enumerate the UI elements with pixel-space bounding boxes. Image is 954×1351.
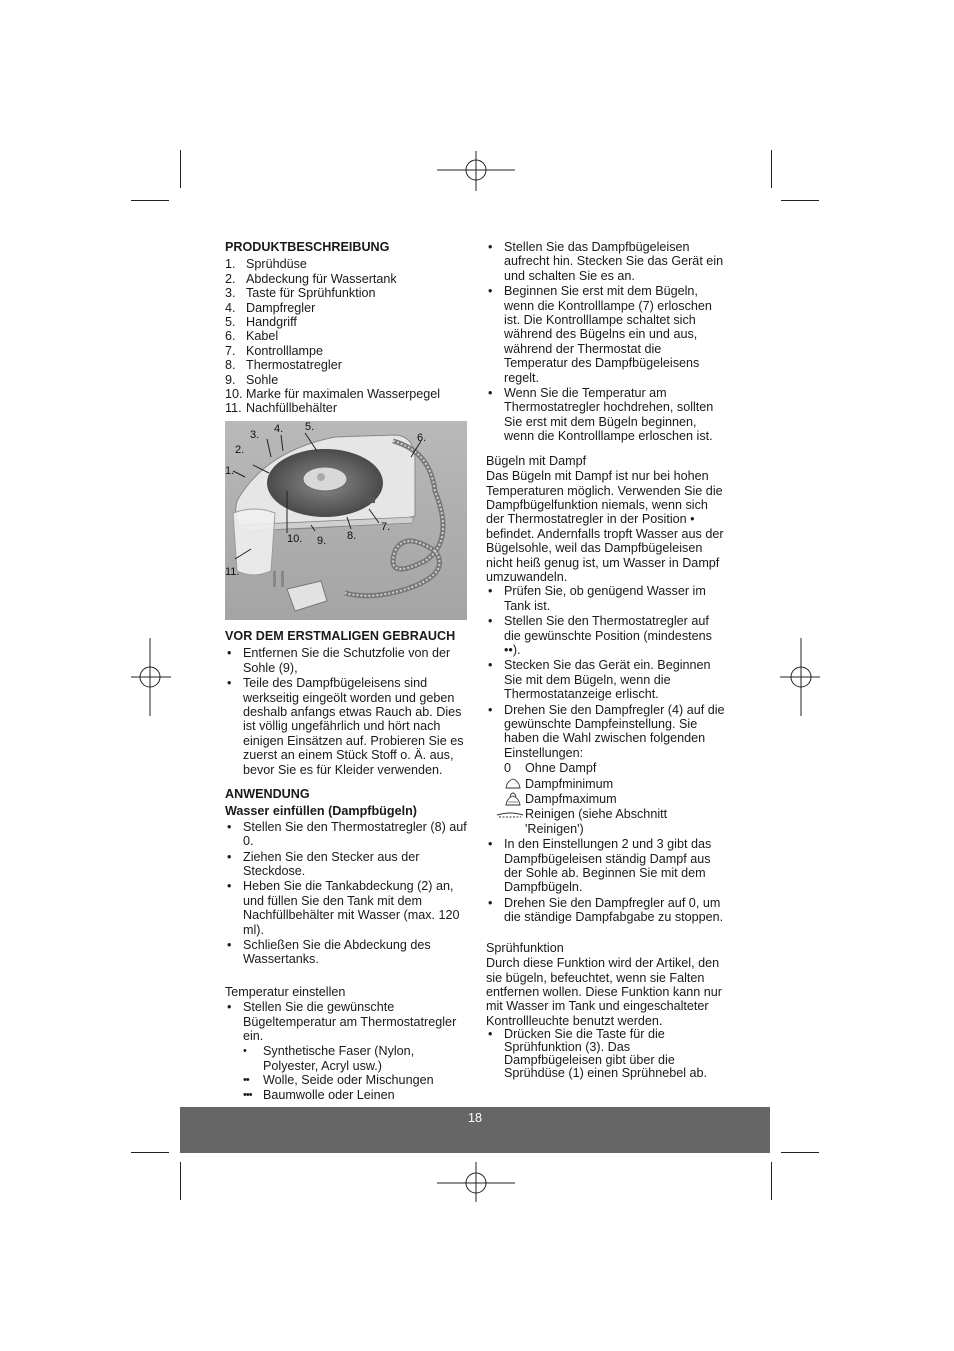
wasser-heading: Wasser einfüllen (Dampfbügeln) — [225, 804, 417, 819]
list-item: • Ziehen Sie den Stecker aus der Steckdose. — [225, 850, 468, 879]
spruh-heading: Sprühfunktion — [486, 940, 564, 955]
dampf-list-2 — [486, 837, 728, 924]
list-item: 9. Sohle — [225, 372, 279, 387]
photo-label: 2. — [235, 443, 245, 456]
list-item: 2. Abdeckung für Wassertank — [225, 271, 397, 286]
list-item: • Heben Sie die Tankabdeckung (2) an, und füllen Sie den Tank mit dem Nachfüllbehälter mit Wasser (max. 120 ml). — [225, 879, 468, 937]
list-item: Reinigen (siehe Abschnitt 'Reinigen') — [486, 807, 728, 836]
list-item: • Schließen Sie die Abdeckung des Wassertanks. — [225, 938, 468, 967]
list-item: 7. Kontrolllampe — [225, 343, 324, 358]
spruh-text: Durch diese Funktion wird der Artikel, den sie bügeln, befeuchtet, wenn sie Falten entfernen wollen. Diese Funktion kann nur mit Wasser im Tank und eingeschalteter Kontrollleuchte benutzt werden. — [486, 956, 722, 1028]
list-item: • Stellen Sie den Thermostatregler auf die gewünschte Position (mindestens ••). — [486, 614, 728, 657]
photo-label: 10. — [287, 532, 303, 545]
registration-mark-right — [780, 638, 820, 716]
list-item: 4. Dampfregler — [225, 300, 316, 315]
photo-label: 7. — [381, 520, 391, 533]
setting-zero: 0 — [504, 761, 512, 776]
list-item: • Stecken Sie das Gerät ein. Beginnen Sie mit dem Bügeln, wenn die Thermostatanzeige erlischt. — [486, 658, 728, 701]
iron-photo — [225, 421, 467, 620]
footer-bar — [180, 1107, 770, 1153]
page-number: 18 — [467, 1111, 482, 1125]
produkt-heading: PRODUKTBESCHREIBUNG — [225, 240, 390, 254]
photo-label: 11. — [225, 565, 240, 578]
wasser-list — [225, 820, 468, 967]
list-item: • Stellen Sie den Thermostatregler (8) auf 0. — [225, 820, 468, 849]
list-item: Dampfminimum — [486, 777, 728, 791]
list-item: • Entfernen Sie die Schutzfolie von der Sohle (9), — [225, 646, 468, 675]
list-item: • Teile des Dampfbügeleisens sind werkseitig eingeölt worden und geben deshalb anfangs etwas Rauch ab. Dies ist völlig ungefährlich und hört nach einigen Einsätzen auf. Probieren Sie es zuerst an einem Stück Stoff o. Ä. aus, bevor Sie es für Kleider verwenden. — [225, 676, 468, 777]
steam-max-icon — [504, 792, 525, 806]
temp-list — [225, 1000, 468, 1043]
clean-icon — [496, 807, 525, 821]
list-item: • Drehen Sie den Dampfregler (4) auf die gewünschte Dampfeinstellung. Sie haben die Wahl zwischen folgenden Einstellungen: — [486, 703, 728, 761]
steam-min-icon — [504, 777, 525, 791]
list-item: 6. Kabel — [225, 329, 279, 344]
steam-settings — [486, 761, 728, 836]
temp-heading: Temperatur einstellen — [225, 984, 346, 999]
vor-heading: VOR DEM ERSTMALIGEN GEBRAUCH — [225, 628, 456, 643]
list-item: 5. Handgriff — [225, 315, 297, 330]
list-item: • In den Einstellungen 2 und 3 gibt das Dampfbügeleisen ständig Dampf aus der Sohle ab. Beginnen Sie mit dem Dampfbügeln. — [486, 837, 728, 895]
right-column — [486, 240, 728, 1080]
photo-label: 5. — [305, 420, 315, 433]
photo-label: 4. — [274, 422, 284, 435]
photo-label: 8. — [347, 529, 357, 542]
registration-mark-left — [131, 638, 171, 716]
anwendung-heading: ANWENDUNG — [225, 786, 310, 801]
list-item: • Stellen Sie die gewünschte Bügeltemperatur am Thermostatregler ein. — [225, 1000, 468, 1043]
list-item: • Drehen Sie den Dampfregler auf 0, um die ständige Dampfabgabe zu stoppen. — [486, 896, 728, 925]
list-item: • Beginnen Sie erst mit dem Bügeln, wenn die Kontrolllampe (7) erloschen ist. Die Kontrolllampe schaltet sich während des Bügelns ein und aus, während der Thermostat die Temperatur des Dampfbügeleisens regelt. — [486, 284, 728, 385]
list-item: • Wenn Sie die Temperatur am Thermostatregler hochdrehen, sollten Sie erst mit dem Bügeln beginnen, wenn die Kontrolllampe erloschen ist. — [486, 386, 728, 444]
list-item: 3. Taste für Sprühfunktion — [225, 286, 376, 301]
photo-label: 3. — [250, 428, 260, 441]
list-item: • Drücken Sie die Taste für die Sprühfunktion (3). Das Dampfbügeleisen gibt über die Sprühdüse (1) einen Sprühnebel ab. — [486, 1028, 728, 1079]
dampf-text: Das Bügeln mit Dampf ist nur bei hohen Temperaturen möglich. Verwenden Sie die Dampfbügelfunktion niemals, wenn sich der Thermostatregler in der Position • befindet. Andernfalls tropft Wasser aus der Bügelsohle, weil das Dampfbügeleisen nicht heiß genug ist, um Wasser in Dampf umzuwandeln. — [486, 469, 724, 584]
list-item: 11. Nachfüllbehälter — [225, 401, 338, 416]
list-item: 0 Ohne Dampf — [504, 761, 597, 776]
list-item: 8. Thermostatregler — [225, 358, 342, 373]
intro-list — [486, 240, 728, 444]
list-item: ••• Baumwolle oder Leinen — [243, 1087, 395, 1102]
list-item: 1. Sprühdüse — [225, 257, 307, 272]
registration-mark-bottom — [437, 1162, 515, 1202]
registration-mark-top — [437, 151, 515, 191]
photo-label: 9. — [317, 534, 327, 547]
photo-label: 1. — [225, 464, 235, 477]
list-item: • Stellen Sie das Dampfbügeleisen aufrecht hin. Stecken Sie das Gerät ein und schalten Sie es an. — [486, 240, 728, 283]
photo-label: 6. — [417, 431, 427, 444]
temp-levels — [225, 1044, 468, 1102]
list-item: • Prüfen Sie, ob genügend Wasser im Tank ist. — [486, 584, 728, 613]
vor-list — [225, 646, 468, 777]
dampf-heading: Bügeln mit Dampf — [486, 453, 587, 468]
left-column — [225, 240, 468, 1102]
parts-list — [225, 257, 468, 415]
list-item: Dampfmaximum — [486, 792, 728, 806]
dampf-list — [486, 584, 728, 760]
spruh-list — [486, 1028, 728, 1079]
list-item: • Synthetische Faser (Nylon, Polyester, Acryl usw.) — [243, 1044, 415, 1073]
list-item: •• Wolle, Seide oder Mischungen — [243, 1073, 434, 1088]
list-item: 10. Marke für maximalen Wasserpegel — [225, 387, 441, 402]
